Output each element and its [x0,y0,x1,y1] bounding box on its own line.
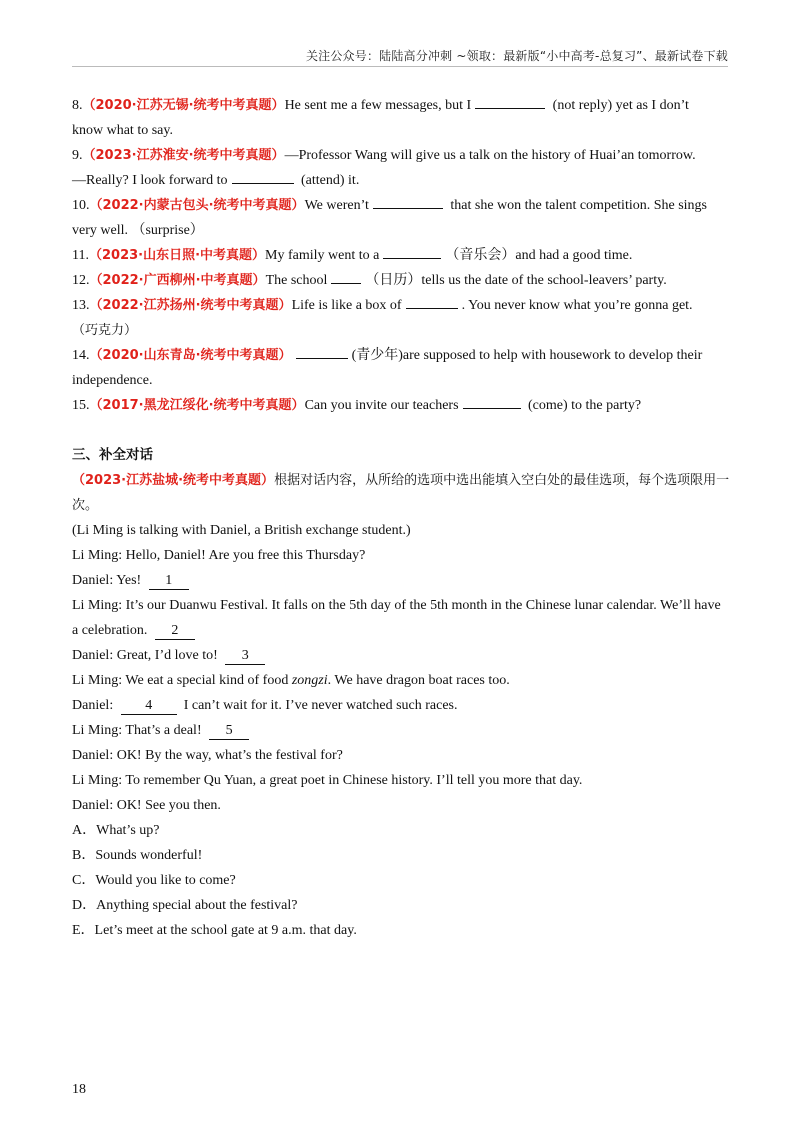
answer-blank[interactable] [296,343,348,359]
dialogue-line: Daniel: OK! By the way, what’s the festival for? [72,748,343,763]
section-title: 三、补全对话 [72,447,153,463]
header-divider [72,66,728,67]
question-14-continued: independence. [72,373,153,388]
question-number: 9. [72,148,83,163]
option-e[interactable]: E．Let’s meet at the school gate at 9 a.m. that day. [72,923,357,938]
dialogue-line: Li Ming: It’s our Duanwu Festival. It falls on the 5th day of the 5th month in the Chinese lunar calendar. We’ll have [72,598,721,613]
question-12: 12.（2022·广西柳州·中考真题）The school （日历）tells us the date of the school-leavers’ party. [72,268,730,293]
question-source: （2023·山东日照·中考真题） [88,248,266,263]
question-number: 14. [72,348,90,363]
question-8-continued: know what to say. [72,123,173,138]
answer-blank[interactable] [331,268,361,284]
dialogue-line: Daniel: 4 I can’t wait for it. I’ve never watched such races. [72,698,458,713]
question-source: （2017·黑龙江绥化·统考中考真题） [89,398,305,413]
question-11: 11.（2023·山东日照·中考真题）My family went to a （音乐会）and had a good time. [72,243,730,268]
dialogue-blank-5[interactable]: 5 [209,722,249,740]
question-number: 11. [72,248,89,263]
question-9-continued: —Really? I look forward to (attend) it. [72,168,730,193]
question-number: 15. [72,398,90,413]
question-15: 15.（2017·黑龙江绥化·统考中考真题）Can you invite our teachers (come) to the party? [72,393,730,418]
dialogue-line: Li Ming: To remember Qu Yuan, a great poet in Chinese history. I’ll tell you more that day. [72,773,583,788]
question-source: （2020·江苏无锡·统考中考真题） [82,98,285,113]
answer-options [72,818,730,943]
question-10: 10.（2022·内蒙古包头·统考中考真题）We weren’t that she won the talent competition. She sings [72,193,730,218]
dialogue-blank-3[interactable]: 3 [225,647,265,665]
section-instruction: （2023·江苏盐城·统考中考真题）根据对话内容，从所给的选项中选出能填入空白处的最佳选项，每个选项限用一次。 [72,473,730,513]
dialogue-line: Daniel: Yes! 1 [72,568,730,593]
answer-blank[interactable] [383,243,441,259]
question-10-continued: very well. （surprise） [72,223,204,238]
option-a[interactable]: A．What’s up? [72,823,160,838]
dialogue-blank-2[interactable]: 2 [155,622,195,640]
dialogue-line: Daniel: Great, I’d love to! 3 [72,643,730,668]
question-number: 10. [72,198,90,213]
dialogue-blank-4[interactable]: 4 [121,697,177,715]
question-14: 14.（2020·山东青岛·统考中考真题） (青少年)are supposed to help with housework to develop their [72,343,730,368]
page-number: 18 [72,1082,86,1097]
option-b[interactable]: B．Sounds wonderful! [72,848,203,863]
question-8: 8.（2020·江苏无锡·统考中考真题）He sent me a few messages, but I (not reply) yet as I don’t [72,93,730,118]
question-source: （2022·广西柳州·中考真题） [89,273,266,288]
answer-blank[interactable] [373,193,443,209]
dialogue-intro: (Li Ming is talking with Daniel, a British exchange student.) [72,523,411,538]
dialogue-line: Li Ming: That’s a deal! 5 [72,718,730,743]
question-source: （2023·江苏淮安·统考中考真题） [82,148,285,163]
dialogue-blank-1[interactable]: 1 [149,572,189,590]
emphasized-word: zongzi [291,673,328,688]
question-source: （2022·江苏扬州·统考中考真题） [89,298,292,313]
question-source: （2020·山东青岛·统考中考真题） [89,348,292,363]
question-number: 12. [72,273,90,288]
dialogue-line: Daniel: OK! See you then. [72,798,221,813]
question-source: （2023·江苏盐城·统考中考真题） [72,473,275,488]
option-c[interactable]: C．Would you like to come? [72,873,236,888]
question-number: 8. [72,98,83,113]
answer-blank[interactable] [406,293,458,309]
document-body [72,93,730,943]
question-source: （2022·内蒙古包头·统考中考真题） [89,198,305,213]
question-13-continued: （巧克力） [72,323,138,338]
answer-blank[interactable] [475,93,545,109]
dialogue-line: Li Ming: Hello, Daniel! Are you free this Thursday? [72,548,366,563]
question-13: 13.（2022·江苏扬州·统考中考真题）Life is like a box of . You never know what you’re gonna get. [72,293,730,318]
header-note: 关注公众号：陆陆高分冲刺 ~领取：最新版“小中高考-总复习”、最新试卷下载 [305,49,728,63]
question-9: 9.（2023·江苏淮安·统考中考真题）—Professor Wang will give us a talk on the history of Huai’an tomorrow. [72,148,696,163]
answer-blank[interactable] [232,168,294,184]
dialogue-line: Li Ming: We eat a special kind of food zongzi. We have dragon boat races too. [72,673,510,688]
answer-blank[interactable] [463,393,521,409]
option-d[interactable]: D．Anything special about the festival? [72,898,298,913]
question-number: 13. [72,298,90,313]
dialogue-line-continued: a celebration. 2 [72,618,730,643]
